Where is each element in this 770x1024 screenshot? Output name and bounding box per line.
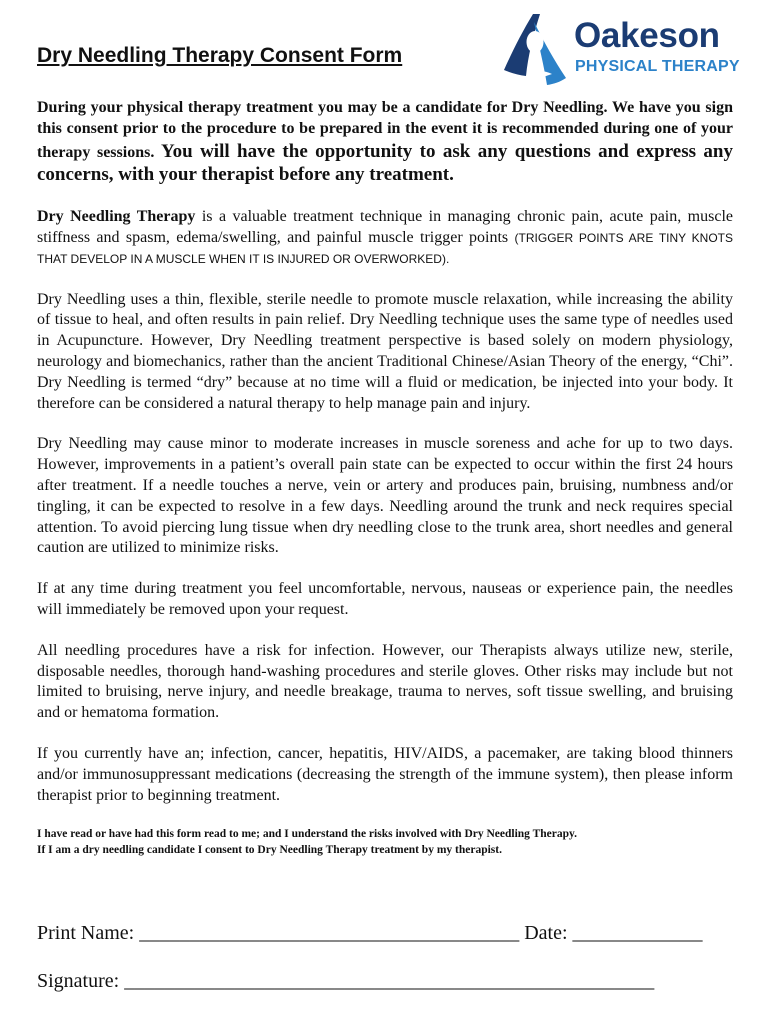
intro-text-a: During your physical therapy treatment you may be a candidate for Dry Needling. We have you sign this consent prior to the procedure to be prepared in the event it is recommended during one of your therapy sessions. [37,99,733,161]
acknowledgement-line-2: If I am a dry needling candidate I consent to Dry Needling Therapy treatment by my therapist. [37,844,502,857]
person-figure-logo-icon [502,12,572,92]
page-title: Dry Needling Therapy Consent Form [37,44,403,67]
paragraph-contraindications: If you currently have an; infection, cancer, hepatitis, HIV/AIDS, a pacemaker, are taking blood thinners and/or immunosuppressant medications (decreasing the strength of the immune system), then please inform therapist prior to beginning treatment. [37,744,733,804]
paragraph-infection-risk: All needling procedures have a risk for infection. However, our Therapists always utilize new, sterile, disposable needles, thorough hand-washing procedures and sterile gloves. Other risks may include but not limited to bruising, nerve injury, and needle breakage, trauma to nerves, soft tissue swelling, and bruising and or hematoma formation. [37,641,733,722]
trigger-points-note: (TRIGGER POINTS ARE TINY KNOTS THAT DEVELOP IN A MUSCLE WHEN IT IS INJURED OR OVERWORKED). [37,230,734,266]
oakeson-logo [502,12,742,92]
date-label: Date: [524,922,568,944]
paragraph-removal: If at any time during treatment you feel uncomfortable, nervous, nauseas or experience pain, the needles will immediately be removed upon your request. [37,580,733,618]
paragraph-definition-lead: Dry Needling Therapy [37,208,196,226]
acknowledgement-statement [37,826,733,858]
signature-label: Signature: [37,970,120,992]
paragraph-side-effects: Dry Needling may cause minor to moderate increases in muscle soreness and ache for up to two days. However, improvements in a patient’s overall pain state can be expected to occur within the first 24 hours after treatment. If a needle touches a nerve, vein or artery and produces pain, bruising, numbness and/or tingling, it can be expected to resolve in a few days. Needling around the trunk and neck requires special attention. To avoid piercing lung tissue when dry needling close to the trunk area, short needles and general caution are utilized to minimize risks. [37,435,733,557]
intro-text-b: You will have the opportunity to ask any questions and express any concerns, with your therapist before any treatment. [37,140,733,186]
acknowledgement-line-1: I have read or have had this form read to me; and I understand the risks involved with Dry Needling Therapy. [37,828,578,841]
intro-paragraph [37,98,733,187]
logo-subtitle: PHYSICAL THERAPY [575,58,740,75]
print-name-label: Print Name: [37,922,135,944]
paragraph-definition [37,207,733,269]
signature-field[interactable]: _____________________________________________________ [124,970,655,992]
form-body [37,98,733,858]
signature-row [37,970,654,993]
logo-brand-name: Oakeson [574,16,720,55]
date-field[interactable]: _____________ [572,922,703,944]
print-name-field[interactable]: ______________________________________ [139,922,520,944]
paragraph-technique: Dry Needling uses a thin, flexible, sterile needle to promote muscle relaxation, while increasing the ability of tissue to heal, and often results in pain relief. Dry Needling technique uses the same type of needles used in Acupuncture. However, Dry Needling treatment perspective is based solely on modern physiology, neurology and biomechanics, rather than the ancient Traditional Chinese/Asian Theory of the energy, “Chi”. Dry Needling is termed “dry” because at no time will a fluid or medication, be injected into your body. It therefore can be considered a natural therapy to help manage pain and injury. [37,290,733,412]
print-name-row [37,922,703,945]
paragraph-definition-body: is a valuable treatment technique in managing chronic pain, acute pain, muscle stiffness and spasm, edema/swelling, and painful muscle trigger points [37,208,734,246]
